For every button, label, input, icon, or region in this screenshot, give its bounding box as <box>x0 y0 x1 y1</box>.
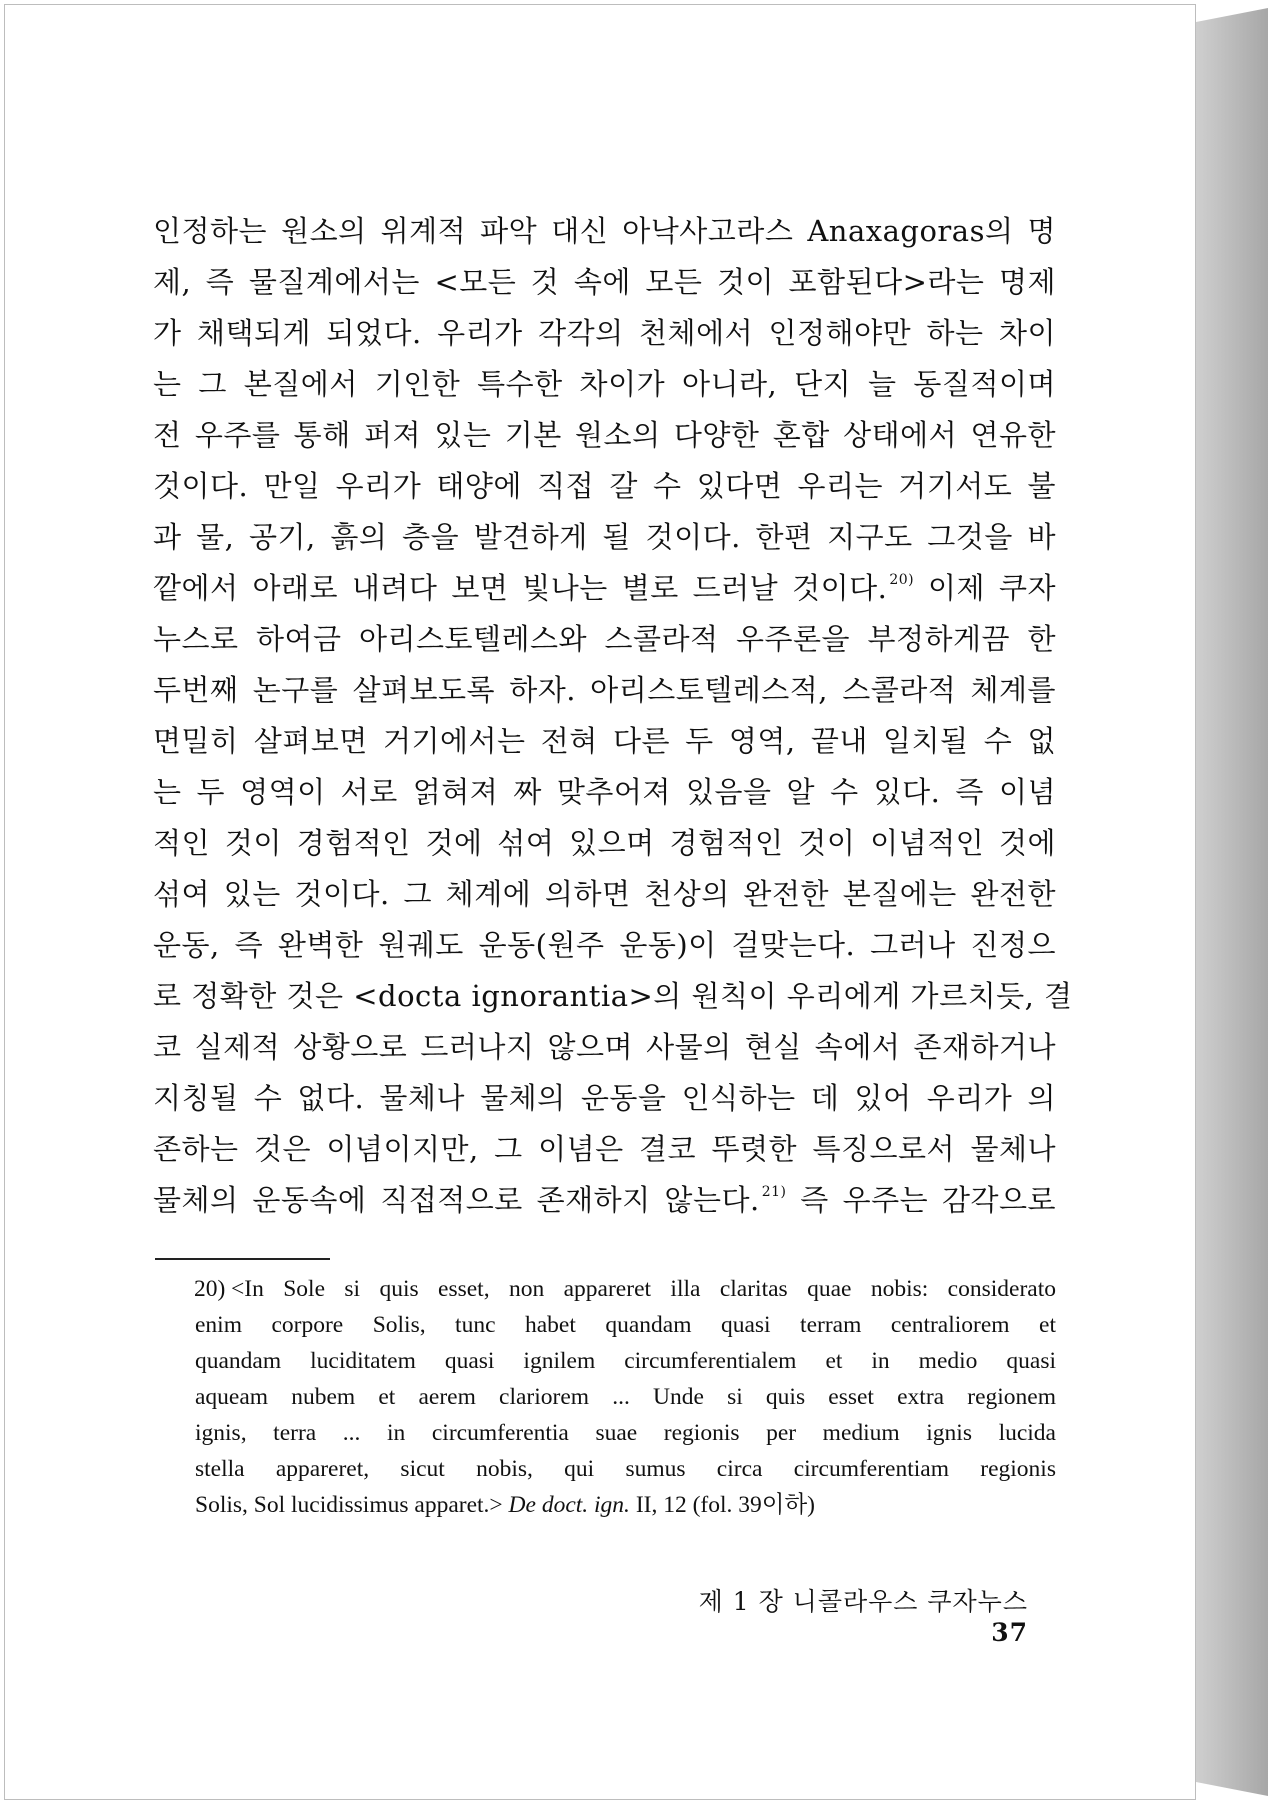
body-line: 제, 즉 물질계에서는 <모든 것 속에 모든 것이 포함된다>라는 명제 <box>153 265 1056 299</box>
body-line-text: 깥에서 아래로 내려다 보면 빛나는 별로 드러날 것이다. <box>153 571 888 605</box>
footnote-line: quandam luciditatem quasi ignilem circumferentialem et in medio quasi <box>195 1348 1056 1374</box>
body-line: 과 물, 공기, 흙의 층을 발견하게 될 것이다. 한편 지구도 그것을 바 <box>153 520 1056 554</box>
body-line: 로 정확한 것은 <docta ignorantia>의 원칙이 우리에게 가르치듯, 결 <box>153 979 1073 1013</box>
footnote-line: stella appareret, sicut nobis, qui sumus circa circumferentiam regionis <box>195 1456 1056 1482</box>
footnote-ref-21[interactable]: 21) <box>761 1184 787 1200</box>
body-line: 운동, 즉 완벽한 원궤도 운동(원주 운동)이 걸맞는다. 그러나 진정으 <box>153 928 1056 962</box>
body-line: 두번째 논구를 살펴보도록 하자. 아리스토텔레스적, 스콜라적 체계를 <box>153 673 1056 707</box>
body-line: 는 두 영역이 서로 얽혀져 짜 맞추어져 있음을 알 수 있다. 즉 이념 <box>153 775 1056 809</box>
footnote-20 <box>195 1271 1056 1523</box>
footnote-ref-20[interactable]: 20) <box>889 572 915 588</box>
body-line: 는 그 본질에서 기인한 특수한 차이가 아니라, 단지 늘 동질적이며 <box>153 367 1056 401</box>
body-line-text: 물체의 운동속에 직접적으로 존재하지 않는다. <box>153 1183 760 1217</box>
footnote-number: 20) <box>194 1276 226 1302</box>
footnote-line: enim corpore Solis, tunc habet quandam quasi terram centraliorem et <box>195 1312 1056 1338</box>
body-line: 누스로 하여금 아리스토텔레스와 스콜라적 우주론을 부정하게끔 한 <box>153 622 1056 656</box>
page-number: 37 <box>991 1618 1028 1647</box>
body-line: 지칭될 수 없다. 물체나 물체의 운동을 인식하는 데 있어 우리가 의 <box>153 1081 1056 1115</box>
citation-title: De doct. ign. <box>508 1492 630 1518</box>
body-line-with-footnote-ref <box>153 563 1056 614</box>
body-line-tail: 즉 우주는 감각으로 <box>800 1183 1057 1217</box>
body-line: 코 실제적 상황으로 드러나지 않으며 사물의 현실 속에서 존재하거나 <box>153 1030 1056 1064</box>
body-line: 가 채택되게 되었다. 우리가 각각의 천체에서 인정해야만 하는 차이 <box>153 316 1056 350</box>
page-edge-shadow <box>1196 8 1268 1796</box>
body-line-tail: 이제 쿠자 <box>928 571 1056 605</box>
footnote-line-citation <box>195 1487 1056 1523</box>
body-line: 적인 것이 경험적인 것에 섞여 있으며 경험적인 것이 이념적인 것에 <box>153 826 1056 860</box>
body-line: 면밀히 살펴보면 거기에서는 전혀 다른 두 영역, 끝내 일치될 수 없 <box>153 724 1056 758</box>
footnote-line: Solis, Sol lucidissimus apparet.> <box>195 1492 503 1518</box>
body-text <box>153 206 1073 1226</box>
body-line-with-footnote-ref <box>153 1175 1056 1226</box>
footnote-line: ignis, terra ... in circumferentia suae regionis per medium ignis lucida <box>195 1420 1056 1446</box>
body-line: 것이다. 만일 우리가 태양에 직접 갈 수 있다면 우리는 거기서도 불 <box>153 469 1056 503</box>
body-line: 전 우주를 통해 퍼져 있는 기본 원소의 다양한 혼합 상태에서 연유한 <box>153 418 1056 452</box>
citation-locator: II, 12 (fol. 39이하) <box>635 1492 815 1518</box>
body-line: 인정하는 원소의 위계적 파악 대신 아낙사고라스 Anaxagoras의 명 <box>153 214 1056 248</box>
running-footer <box>648 1582 1028 1647</box>
running-title: 제 1 장 니콜라우스 쿠자누스 <box>698 1587 1028 1616</box>
footnote-line: <In Sole si quis esset, non appareret illa claritas quae nobis: considerato <box>231 1276 1056 1302</box>
body-line: 존하는 것은 이념이지만, 그 이념은 결코 뚜렷한 특징으로서 물체나 <box>153 1132 1056 1166</box>
footnote-divider <box>155 1258 330 1260</box>
footnote-line: aqueam nubem et aerem clariorem ... Unde si quis esset extra regionem <box>195 1384 1056 1410</box>
body-line: 섞여 있는 것이다. 그 체계에 의하면 천상의 완전한 본질에는 완전한 <box>153 877 1056 911</box>
